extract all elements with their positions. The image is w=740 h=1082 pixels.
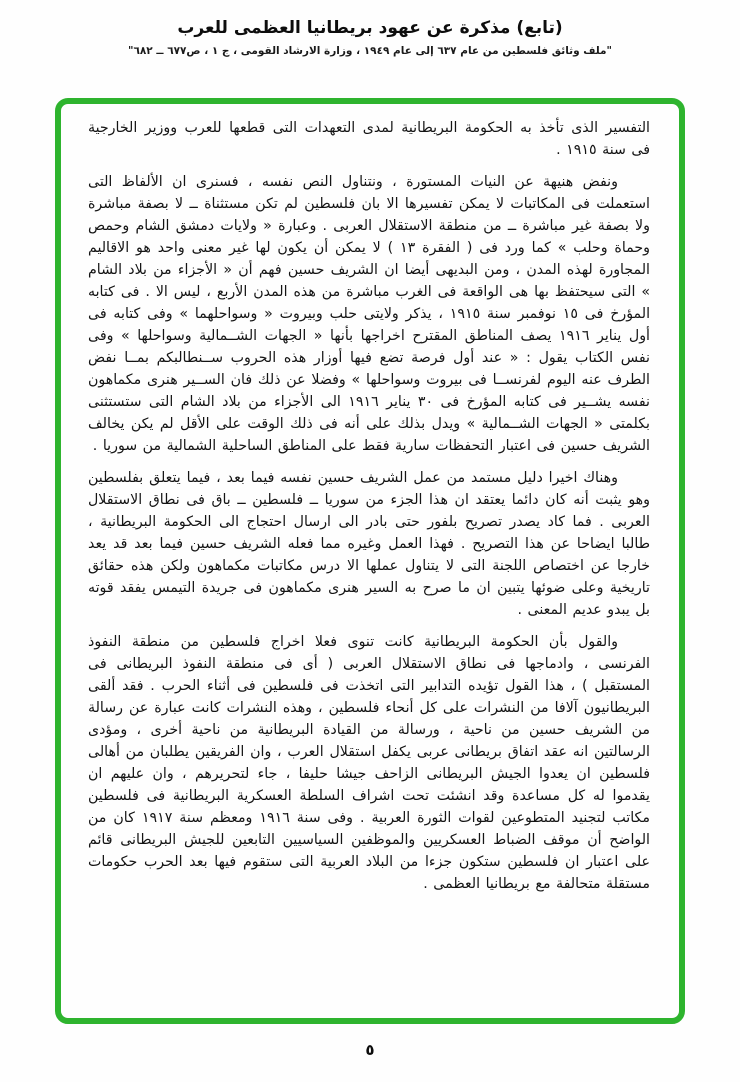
page-number: ٥	[365, 1041, 375, 1059]
paragraph: ونفض هنيهة عن النيات المستورة ، ونتناول النص نفسه ، فسنرى ان الألفاظ التى استعملت فى المكاتبات لا يمكن تفسيرها الا بان فلسطين لم تكن مستثناة ــ لا بصفة مباشرة ولا بصفة غير مباشرة ــ من منطقة الاستقلال العربى . وعبارة « ولايات دمشق الشام وحمص وحماة وحلب » كما ورد فى ( الفقرة ١٣ ) لا يمكن أن يكون لها غير معنى واحد هو الاقاليم المجاورة لهذه المدن ، ومن البديهى أيضا ان الشريف حسين فهم أن « الأجزاء من بلاد الشام » التى سيحتفظ بها هى الواقعة فى الغرب مباشرة من هذه المدن الأربع ، ليس الا . فى كتابه المؤرخ فى ١٥ نوفمبر سنة ١٩١٥ ، يذكر ولايتى حلب وبيروت « وسواحلهما » وفى كتابه فى أول يناير ١٩١٦ يصف المناطق المقترح اخراجها بأنها « الجهات الشــمالية وسواحلها » وفى نفس الكتاب يقول : « عند أول فرصة تضع فيها أوزار هذه الحروب ســنطالبكم بمــا نفض الطرف عنه اليوم لفرنســا فى بيروت وسواحلها » وفضلا عن ذلك فان الســير هنرى مكماهون نفسه يشــير فى كتابه المؤرخ فى ٣٠ يناير ١٩١٦ الى الأجزاء من بلاد الشام التى ستستثنى بكلمتى « الجهات الشــمالية » ويدل بذلك على أنه فى ذلك الوقت على الأقل لم يكن يخالف الشريف حسين فى اعتبار التحفظات سارية فقط على المناطق الساحلية الشمالية من سوريا .	[88, 174, 651, 454]
green-highlight-frame	[55, 98, 685, 1024]
paragraph-continuation: التفسير الذى تأخذ به الحكومة البريطانية لمدى التعهدات التى قطعها للعرب ووزير الخارجية فى سنة ١٩١٥ .	[88, 120, 650, 158]
document-header	[0, 18, 740, 57]
document-footer	[0, 1040, 740, 1059]
document-body-text	[61, 104, 679, 1018]
document-source-citation: "ملف وثائق فلسطين من عام ٦٣٧ إلى عام ١٩٤٩ ، وزارة الارشاد القومى ، ج ١ ، ص٦٧٧ ــ ٦٨٢"	[127, 45, 613, 57]
document-title: (تابع) مذكرة عن عهود بريطانيا العظمى للعرب	[177, 18, 563, 38]
paragraph: وهناك اخيرا دليل مستمد من عمل الشريف حسين نفسه فيما بعد ، فيما يتعلق بفلسطين وهو يثبت أنه كان دائما يعتقد ان هذا الجزء من سوريا ــ فلسطين ــ باق فى نطاق الاستقلال العربى . فما كاد يصدر تصريح بلفور حتى بادر الى ارسال احتجاج الى الحكومة البريطانية ، طالبا ايضاحا عن هذا التصريح . فهذا العمل وغيره مما فعله الشريف حسين فيما بعد قد يعد خارجا عن اختصاص اللجنة التى لا يتناول عملها الا درس مكاتبات مكماهون ولكن هذه حقائق تاريخية وعلى ضوئها يتبين ان ما صرح به السير هنرى مكماهون فى جريدة التيمس يفقد قوته بل يبدو عديم المعنى .	[88, 470, 650, 618]
paragraph: والقول بأن الحكومة البريطانية كانت تنوى فعلا اخراج فلسطين من منطقة النفوذ الفرنسى ، وادماجها فى نطاق الاستقلال العربى ( أى فى منطقة النفوذ البريطانى فى المستقبل ) ، هذا القول تؤيده التدابير التى اتخذت فى فلسطين فى أثناء الحرب . فقد ألقى البريطانيون آلافا من النشرات على كل أنحاء فلسطين ، وهذه النشرات كانت عبارة عن رسالة من الشريف حسين من ناحية ، ورسالة من القيادة البريطانية من ناحية أخرى ، ومؤدى الرسالتين انه عقد اتفاق بريطانى عربى يكفل استقلال العرب ، وان الفريقين يطلبان من أهالى فلسطين ان يعدوا الجيش البريطانى الزاحف جيشا حليفا ، جاء لتحريرهم ، وان عليهم ان يقدموا له كل مساعدة وقد انشئت تحت اشراف السلطة العسكرية البريطانية فى فلسطين مكاتب لتجنيد المتطوعين لقوات الثورة العربية . وفى سنة ١٩١٦ ومعظم سنة ١٩١٧ كان من الواضح أن موقف الضباط العسكريين والموظفين السياسيين التابعين للجيش البريطانى قائم على اعتبار ان فلسطين ستكون جزءا من البلاد العربية التى ستقوم فيها بعد الحرب حكومات مستقلة متحالفة مع بريطانيا العظمى .	[88, 634, 650, 892]
